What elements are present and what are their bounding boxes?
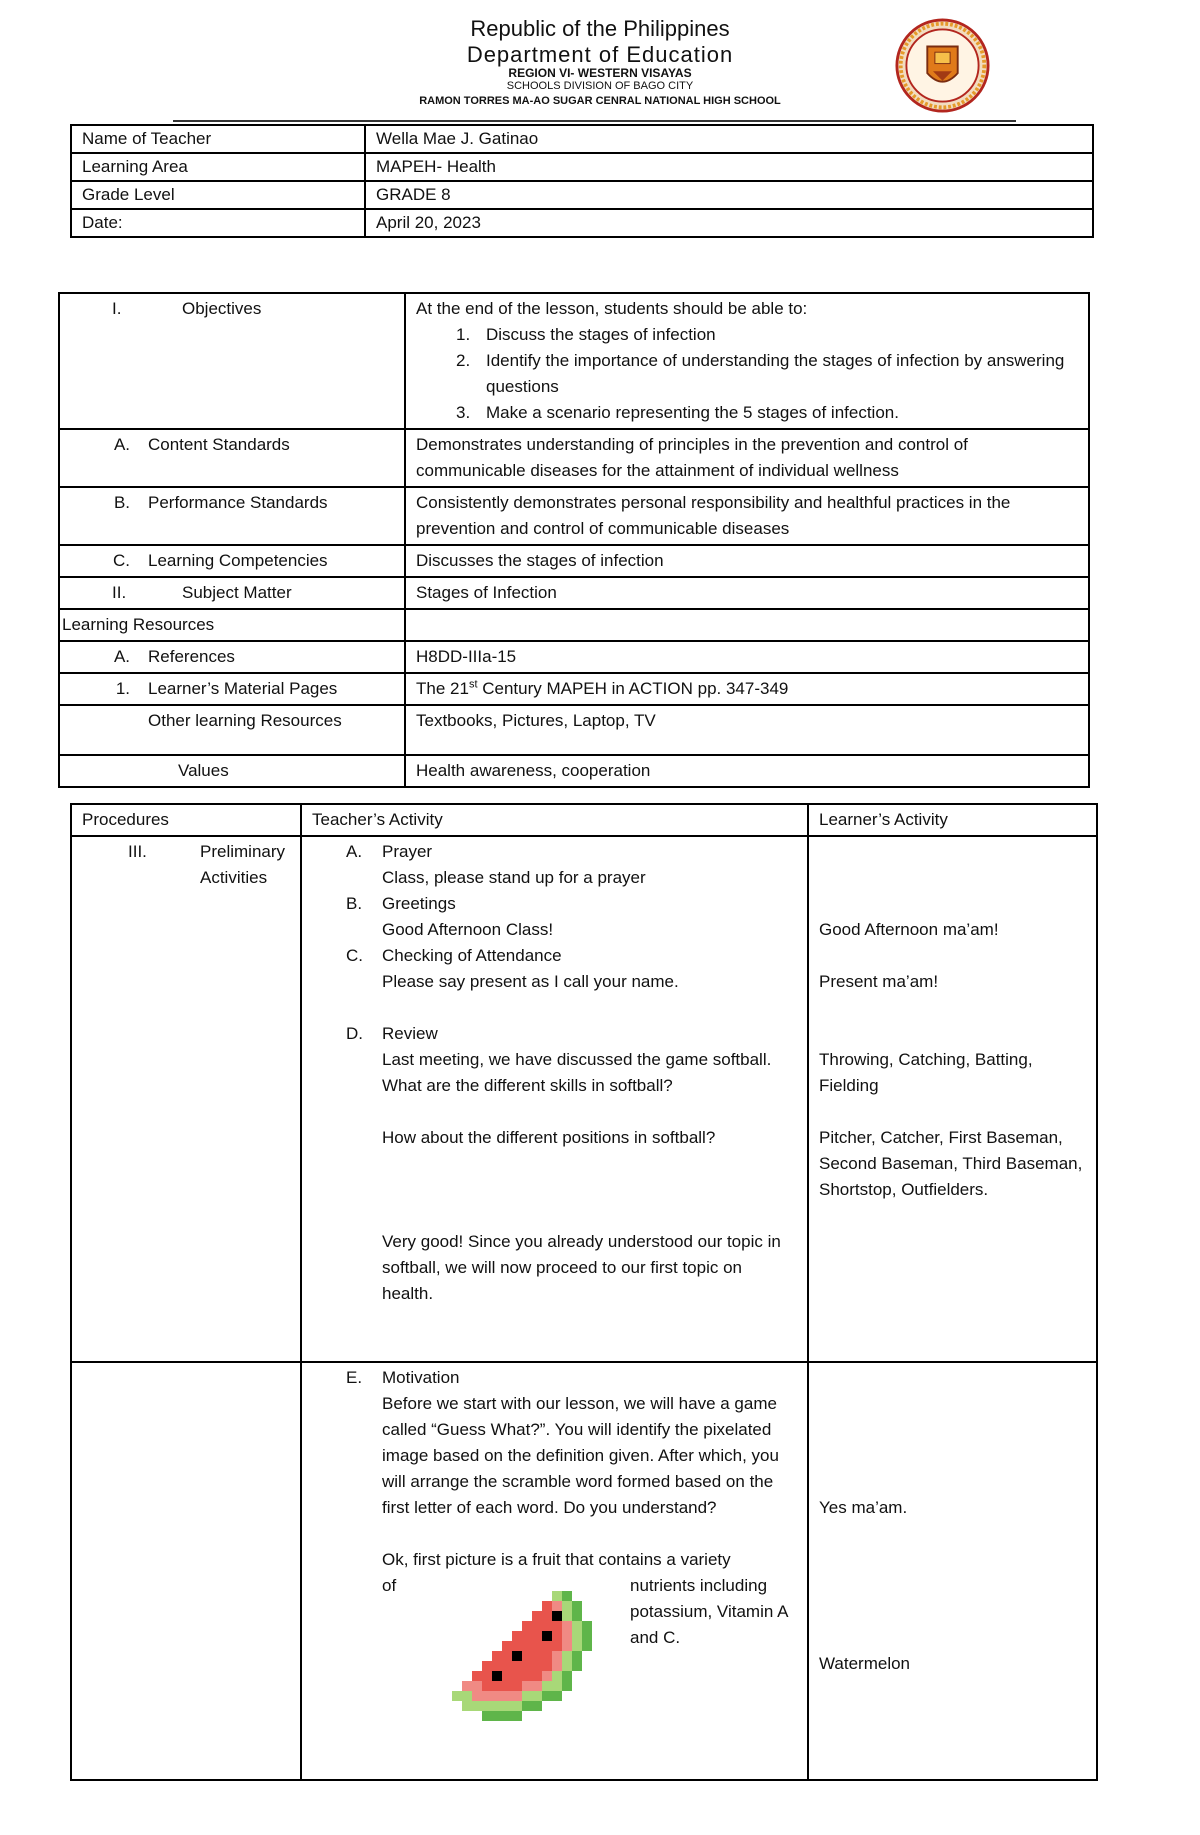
comp-num: C. [113,551,130,570]
attendance-response: Present ma’am! [819,972,939,991]
info-label: Name of Teacher [71,125,365,153]
subj-label: Subject Matter [182,583,292,602]
region-title: REGION VI- WESTERN VISAYAS [508,66,692,80]
lm-pages-row [59,673,1089,705]
header-divider [173,120,1016,122]
review-response-2: Pitcher, Catcher, First Baseman, Second Baseman, Third Baseman, Shortstop, Outfielders. [819,1128,1083,1199]
info-row [71,209,1093,237]
objective-item: 1. Discuss the stages of infection [456,325,716,344]
objectives-cell [405,293,1089,429]
perf-value: Consistently demonstrates personal responsibility and healthful practices in the prevention and control of communicable diseases [405,487,1089,545]
school-title: RAMON TORRES MA-AO SUGAR CENRAL NATIONAL HIGH SCHOOL [419,95,781,107]
info-value: Wella Mae J. Gatinao [365,125,1093,153]
lm-label: Learner’s Material Pages [148,679,338,698]
review-text: Last meeting, we have discussed the game softball. What are the different skills in softball? [382,1050,772,1095]
competencies-row [59,545,1089,577]
teacher-preliminary-cell: A. Prayer Class, please stand up for a prayer B. Greetings Good Afternoon Class! C. Checking of Attendance Please say present as I call your name. D. Review Last meeting, we have discussed the game softball. What are the different skills in softball? How about the different positions in softball? Very good! Since you already understood our topic in softball, we will now proceed to our first topic on health. [301,836,808,1362]
objectives-intro: At the end of the lesson, students should be able to: [416,299,808,318]
subj-value: Stages of Infection [405,577,1089,609]
greeting-response: Good Afternoon ma’am! [819,920,999,939]
info-row [71,181,1093,209]
info-row [71,153,1093,181]
content-standards-row [59,429,1089,487]
motivation-response: Yes ma’am. [819,1498,908,1517]
motivation-title: Motivation [382,1368,460,1387]
info-row [71,125,1093,153]
deped-seal-icon [895,18,990,113]
comp-label: Learning Competencies [148,551,328,570]
resources-label: Learning Resources [59,609,405,641]
prayer-text: Class, please stand up for a prayer [382,868,646,887]
content-label: Content Standards [148,435,290,454]
ref-label: References [148,647,235,666]
department-title: Department of Education [466,42,734,67]
info-value: MAPEH- Health [365,153,1093,181]
ref-num: A. [113,647,130,666]
greetings-text: Good Afternoon Class! [382,920,554,939]
watermelon-icon [452,1581,612,1731]
motivation-left-cell [71,1362,301,1780]
content-value: Demonstrates understanding of principles in the prevention and control of communicable diseases for the attainment of individual wellness [405,429,1089,487]
objectives-row [59,293,1089,429]
review-title: Review [382,1024,438,1043]
other-value: Textbooks, Pictures, Laptop, TV [405,705,1089,755]
objectives-num: I. [112,299,122,318]
lesson-plan-table [58,292,1090,788]
info-value: April 20, 2023 [365,209,1093,237]
comp-value: Discusses the stages of infection [405,545,1089,577]
values-value: Health awareness, cooperation [405,755,1089,787]
picture-clue-text: Ok, first picture is a fruit that contains a variety [382,1550,731,1569]
preliminary-row [71,836,1097,1362]
other-label: Other learning Resources [148,711,342,730]
content-num: A. [113,435,130,454]
prelim-num: III. [128,842,147,861]
perf-label: Performance Standards [148,493,328,512]
learner-preliminary-cell [808,836,1097,1362]
attendance-text: Please say present as I call your name. [382,972,679,991]
info-label: Learning Area [71,153,365,181]
values-label: Values [178,761,229,780]
objectives-label-cell [59,293,405,429]
procedures-header-row [71,804,1097,836]
values-row [59,755,1089,787]
objectives-list [416,322,1078,426]
teacher-motivation-cell: E. Motivation Before we start with our lesson, we will have a game called “Guess What?”. You will identify the pixelated image based on the definition given. After which, you will arrange the scramble word formed based on the first letter of each word. Do you understand? Ok, first picture is a fruit that contains a variety of nutrients including potassium, Vitamin A and C. [301,1362,808,1780]
preliminary-cell [71,836,301,1362]
procedures-header: Procedures [71,804,301,836]
attendance-title: Checking of Attendance [382,946,562,965]
info-label: Grade Level [71,181,365,209]
info-label: Date: [71,209,365,237]
republic-title: Republic of the Philippines [470,16,730,41]
picture-clue-of: of [382,1576,397,1595]
lm-num: 1. [115,679,130,698]
objectives-label: Objectives [182,299,262,318]
objective-item: 2. Identify the importance of understanding the stages of infection by answering questions [456,351,1065,396]
references-row [59,641,1089,673]
picture-clue-text-2: nutrients including potassium, Vitamin A and C. [630,1576,788,1647]
resources-value [405,609,1089,641]
learner-motivation-cell [808,1362,1097,1780]
procedures-table [70,803,1098,1781]
other-resources-row [59,705,1089,755]
perf-num: B. [113,493,130,512]
learning-resources-row [59,609,1089,641]
review-question-2: How about the different positions in softball? [382,1128,716,1147]
prelim-label: Preliminary Activities [200,842,286,887]
teacher-info-table [70,124,1094,238]
division-title: SCHOOLS DIVISION OF BAGO CITY [506,80,694,92]
prayer-title: Prayer [382,842,433,861]
subject-matter-row [59,577,1089,609]
greetings-title: Greetings [382,894,456,913]
review-response: Throwing, Catching, Batting, Fielding [819,1050,1033,1095]
review-closing: Very good! Since you already understood our topic in softball, we will now proceed to our first topic on health. [382,1232,781,1303]
picture-response: Watermelon [819,1654,911,1673]
teacher-activity-header: Teacher’s Activity [301,804,808,836]
ref-value: H8DD-IIIa-15 [405,641,1089,673]
motivation-text: Before we start with our lesson, we will have a game called “Guess What?”. You will identify the pixelated image based on the definition given. After which, you will arrange the scramble word formed based on the first letter of each word. Do you understand? [382,1394,779,1517]
learner-activity-header: Learner’s Activity [808,804,1097,836]
subj-num: II. [112,583,127,602]
lm-value: The 21st Century MAPEH in ACTION pp. 347-349 [405,673,1089,705]
objective-item: 3. Make a scenario representing the 5 stages of infection. [456,403,899,422]
info-value: GRADE 8 [365,181,1093,209]
performance-standards-row [59,487,1089,545]
motivation-row [71,1362,1097,1780]
